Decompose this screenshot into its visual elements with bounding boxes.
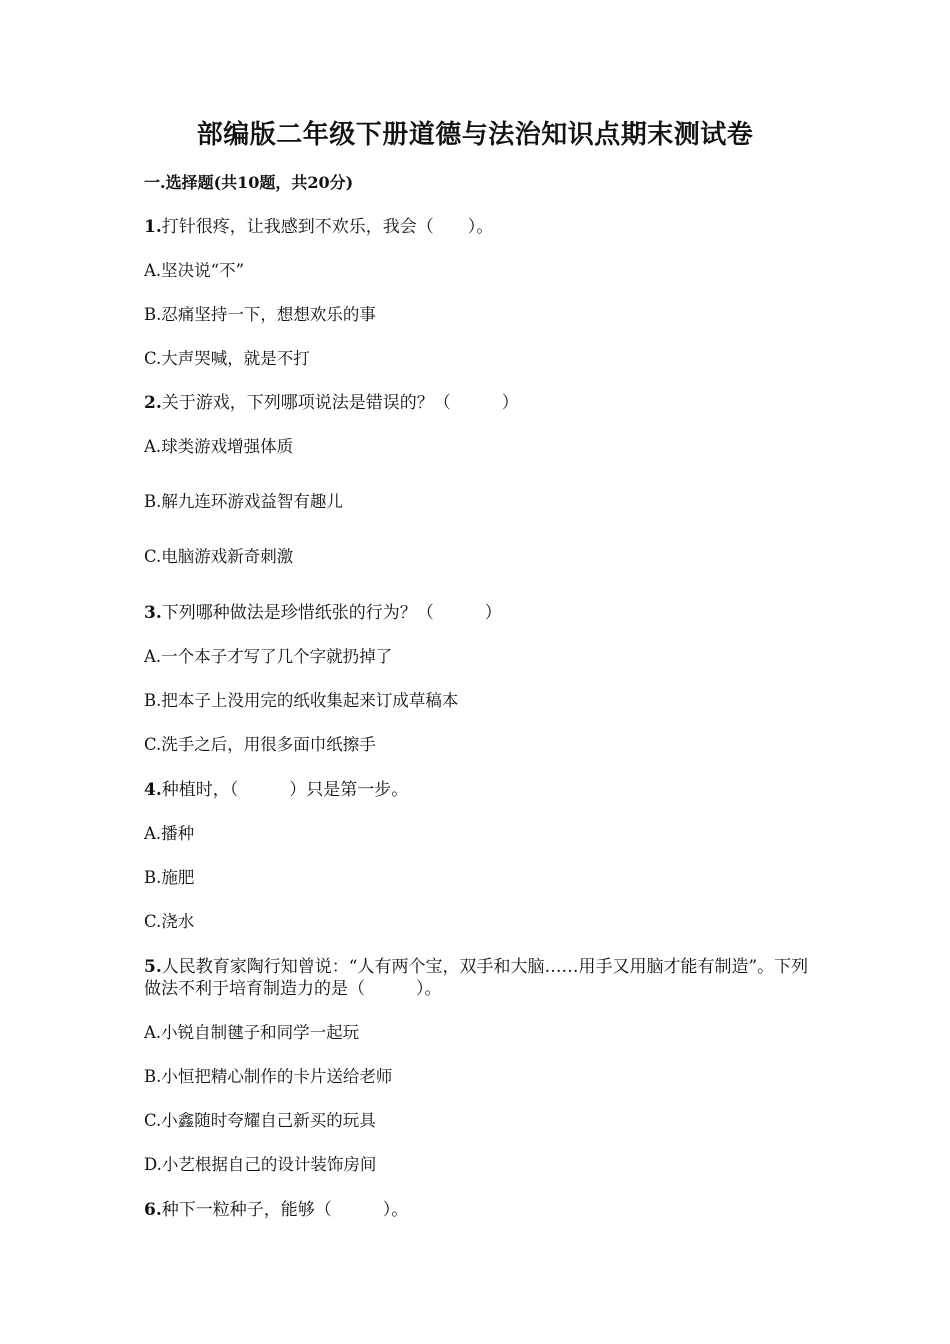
option-2b: B.解九连环游戏益智有趣儿 <box>144 492 343 511</box>
question-text: 关于游戏，下列哪项说法是错误的？（ ） <box>161 393 519 413</box>
question-number: 1. <box>144 217 162 237</box>
option-3c: C.洗手之后，用很多面巾纸擦手 <box>144 735 376 754</box>
option-5b: B.小恒把精心制作的卡片送给老师 <box>144 1067 393 1086</box>
option-2a: A.球类游戏增强体质 <box>144 437 294 456</box>
question-number: 2. <box>144 393 162 413</box>
option-3a: A.一个本子才写了几个字就扔掉了 <box>144 647 393 666</box>
option-1a: A.坚决说“不” <box>144 261 245 280</box>
question-text: 人民教育家陶行知曾说：“人有两个宝，双手和大脑……用手又用脑才能有制造”。下列做法不利于培育制造力的是（ ）。 <box>144 957 809 999</box>
question-4 <box>144 779 814 801</box>
question-6 <box>144 1199 814 1221</box>
option-3b: B.把本子上没用完的纸收集起来订成草稿本 <box>144 691 459 710</box>
question-5 <box>144 956 814 1000</box>
question-1 <box>144 216 814 238</box>
question-text: 种植时，（ ）只是第一步。 <box>161 780 409 800</box>
option-4a: A.播种 <box>144 824 195 843</box>
question-3 <box>144 602 814 624</box>
option-1b: B.忍痛坚持一下，想想欢乐的事 <box>144 305 376 324</box>
option-5a: A.小锐自制毽子和同学一起玩 <box>144 1023 360 1042</box>
option-1c: C.大声哭喊，就是不打 <box>144 349 310 368</box>
question-number: 6. <box>144 1200 162 1220</box>
option-4c: C.浇水 <box>144 912 195 931</box>
option-5c: C.小鑫随时夸耀自己新买的玩具 <box>144 1111 376 1130</box>
question-2 <box>144 392 814 414</box>
question-text: 打针很疼，让我感到不欢乐，我会（ ）。 <box>161 217 494 237</box>
question-text: 下列哪种做法是珍惜纸张的行为？（ ） <box>161 603 502 623</box>
page-title: 部编版二年级下册道德与法治知识点期末测试卷 <box>196 120 754 150</box>
question-number: 5. <box>144 957 162 977</box>
section-heading: 一.选择题(共10题，共20分) <box>144 173 354 192</box>
question-number: 3. <box>144 603 162 623</box>
option-2c: C.电脑游戏新奇刺激 <box>144 547 294 566</box>
question-number: 4. <box>144 780 162 800</box>
question-text: 种下一粒种子，能够（ ）。 <box>161 1200 409 1220</box>
option-5d: D.小艺根据自己的设计装饰房间 <box>144 1155 377 1174</box>
option-4b: B.施肥 <box>144 868 195 887</box>
